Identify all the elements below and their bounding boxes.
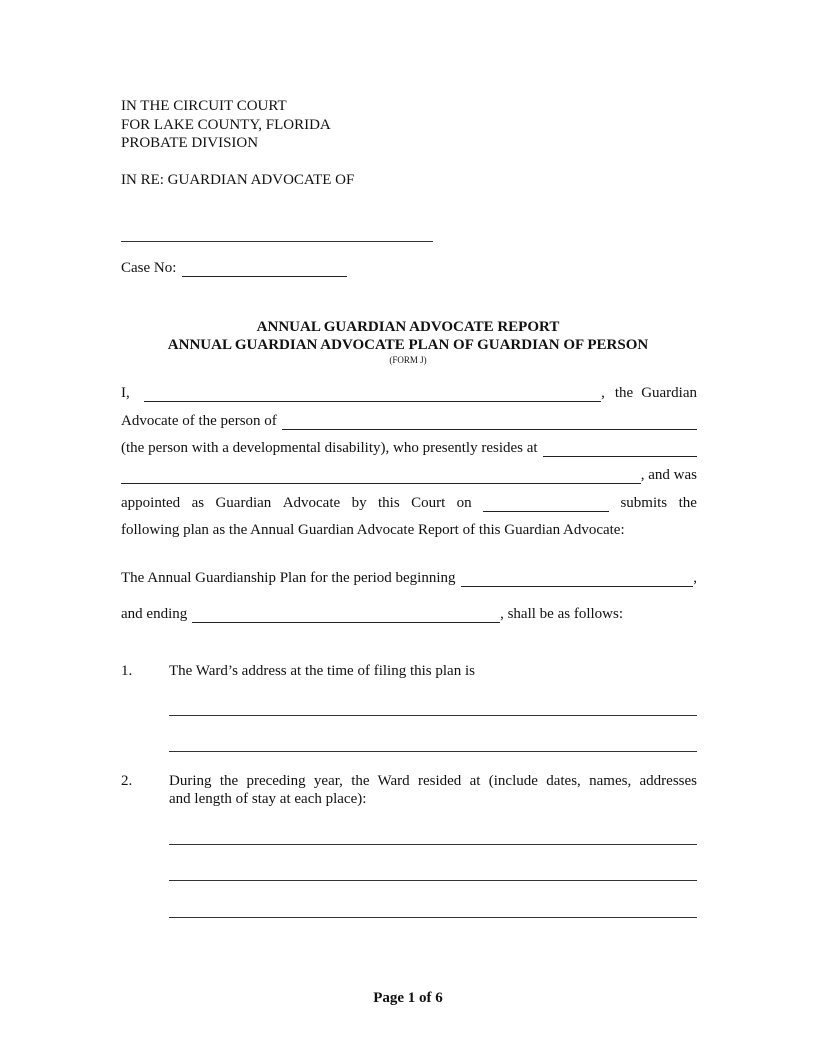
intro-word: this bbox=[377, 495, 400, 511]
address-field-line-1[interactable] bbox=[169, 715, 697, 716]
intro-word: by bbox=[351, 495, 367, 511]
intro-line-4 bbox=[121, 466, 697, 484]
period-text: The Annual Guardianship Plan for the period beginning bbox=[121, 570, 456, 586]
address-field-line-2[interactable] bbox=[169, 751, 697, 752]
ward-person-field[interactable] bbox=[282, 415, 697, 430]
period-ending-row bbox=[121, 605, 623, 623]
residence-field-continued[interactable] bbox=[121, 469, 641, 484]
appointment-date-field[interactable] bbox=[483, 497, 609, 512]
report-title: ANNUAL GUARDIAN ADVOCATE REPORT bbox=[256, 319, 560, 335]
case-number-row bbox=[121, 259, 361, 277]
period-text: and ending bbox=[121, 606, 188, 622]
item-text: The Ward’s address at the time of filing this plan is bbox=[169, 663, 475, 679]
intro-word: appointed bbox=[121, 495, 181, 511]
intro-word: as bbox=[191, 495, 205, 511]
intro-word: submits bbox=[620, 495, 668, 511]
court-division: PROBATE DIVISION bbox=[121, 135, 259, 151]
period-beginning-row bbox=[121, 569, 697, 587]
intro-text: the bbox=[614, 385, 634, 401]
court-name: IN THE CIRCUIT COURT bbox=[121, 98, 287, 114]
plan-title: ANNUAL GUARDIAN ADVOCATE PLAN OF GUARDIAN OF PERSON bbox=[167, 337, 649, 353]
intro-word: Guardian bbox=[215, 495, 272, 511]
ward-name-field[interactable] bbox=[121, 241, 433, 242]
intro-line-1 bbox=[121, 384, 697, 402]
intro-text: Advocate of the person of bbox=[121, 413, 277, 429]
intro-line-2 bbox=[121, 412, 697, 430]
residence-history-line-2[interactable] bbox=[169, 880, 697, 881]
intro-line-5 bbox=[121, 494, 697, 512]
intro-text: following plan as the Annual Guardian Advocate Report of this Guardian Advocate: bbox=[121, 522, 625, 538]
period-text: , bbox=[693, 570, 697, 586]
intro-text: (the person with a developmental disability), who presently resides at bbox=[121, 440, 538, 456]
case-no-label: Case No: bbox=[121, 260, 177, 276]
intro-text: I, bbox=[121, 385, 130, 401]
period-end-field[interactable] bbox=[192, 608, 500, 623]
period-text: , shall be as follows: bbox=[500, 606, 623, 622]
residence-history-line-3[interactable] bbox=[169, 917, 697, 918]
residence-field[interactable] bbox=[543, 442, 697, 457]
case-number-field[interactable] bbox=[182, 262, 347, 277]
intro-text: , and was bbox=[640, 467, 697, 483]
item-number: 2. bbox=[121, 773, 133, 789]
intro-word: the bbox=[678, 495, 697, 511]
form-label: (FORM J) bbox=[389, 355, 427, 365]
guardian-name-field[interactable] bbox=[144, 387, 601, 402]
period-start-field[interactable] bbox=[461, 572, 694, 587]
in-re-heading: IN RE: GUARDIAN ADVOCATE OF bbox=[121, 172, 355, 188]
intro-word: Advocate bbox=[282, 495, 341, 511]
intro-word: on bbox=[456, 495, 472, 511]
intro-word: Court bbox=[411, 495, 446, 511]
intro-text: , bbox=[601, 385, 605, 401]
residence-history-line-1[interactable] bbox=[169, 844, 697, 845]
court-county: FOR LAKE COUNTY, FLORIDA bbox=[121, 117, 331, 133]
page-number: Page 1 of 6 bbox=[373, 990, 443, 1005]
item-number: 1. bbox=[121, 663, 133, 679]
intro-line-6 bbox=[121, 521, 697, 539]
item-text: During the preceding year, the Ward resided at (include dates, names, addresses bbox=[169, 773, 697, 789]
intro-text: Guardian bbox=[641, 385, 697, 401]
item-text: and length of stay at each place): bbox=[169, 791, 367, 807]
intro-line-3 bbox=[121, 439, 697, 457]
